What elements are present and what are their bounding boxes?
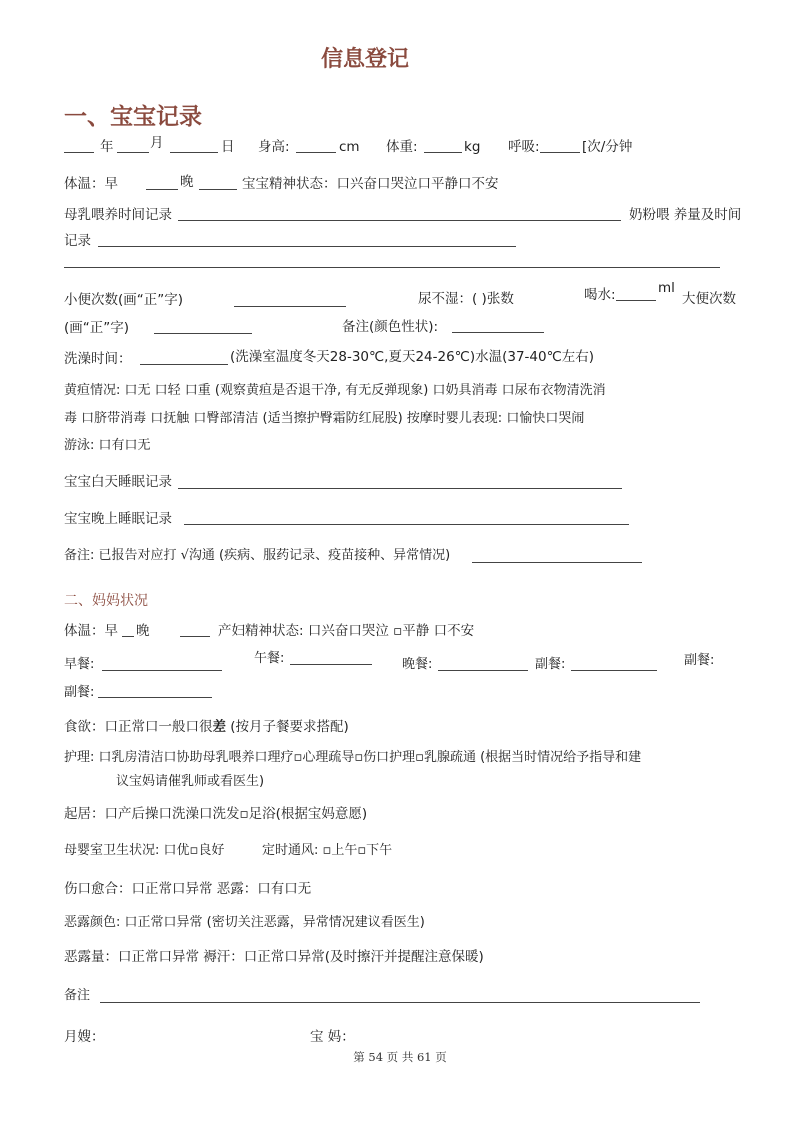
page-number: 第 54 页 共 61 页 bbox=[353, 1050, 447, 1064]
water-blank[interactable] bbox=[616, 300, 656, 301]
formula-label: 奶粉喂 养量及时间 bbox=[629, 207, 742, 223]
daily-life-row[interactable]: 起居：口产后操口洗澡口洗发▫足浴(根据宝妈意愿) bbox=[64, 806, 368, 822]
side-meal-label-3: 副餐: bbox=[64, 685, 95, 700]
side-meal-blank-3[interactable] bbox=[98, 697, 212, 698]
stool-label: 大便次数 bbox=[682, 291, 736, 307]
breath-blank[interactable] bbox=[540, 152, 580, 153]
side-meal-blank-1[interactable] bbox=[571, 670, 657, 671]
temp-evening-blank[interactable] bbox=[199, 189, 237, 190]
urine-label: 小便次数(画“正”字) bbox=[64, 292, 184, 308]
baby-remark-label: 备注: 已报告对应打 √沟通 (疾病、服药记录、疫苗接种、异常情况) bbox=[64, 548, 451, 563]
wound-row[interactable]: 伤口愈合：口正常口异常 恶露：口有口无 bbox=[64, 881, 312, 897]
appetite-poor: 差 bbox=[212, 719, 226, 735]
lunch-label: 午餐: bbox=[254, 651, 285, 666]
dinner-blank[interactable] bbox=[438, 670, 528, 671]
weight-label: 体重: bbox=[386, 139, 418, 155]
bath-note: (洗澡室温度冬天28-30℃,夏天24-26℃)水温(37-40℃左右) bbox=[230, 349, 595, 365]
side-meal-label-1: 副餐: bbox=[535, 657, 566, 672]
mom-spirit-options[interactable]: 产妇精神状态: 口兴奋口哭泣 ▫平静 口不安 bbox=[218, 623, 475, 639]
night-sleep-blank[interactable] bbox=[184, 524, 629, 525]
height-label: 身高: bbox=[258, 139, 290, 155]
mom-temp-evening-label: 晚 bbox=[136, 623, 150, 639]
mom-signature-label: 宝 妈： bbox=[310, 1029, 355, 1045]
breastfeed-label: 母乳喂养时间记录 bbox=[64, 207, 172, 223]
year-label: 年 bbox=[100, 139, 114, 155]
water-unit: ml bbox=[658, 280, 675, 296]
breakfast-blank[interactable] bbox=[102, 670, 222, 671]
diaper-label: 尿不湿：( )张数 bbox=[418, 291, 514, 307]
temp-evening-label: 晚 bbox=[180, 174, 194, 190]
breath-label: 呼吸: bbox=[508, 139, 540, 155]
jaundice-row[interactable]: 黄疸情况: 口无 口轻 口重 (观察黄疸是否退干净, 有无反弹现象) 口奶具消毒 口尿布衣物清洗消 bbox=[64, 383, 606, 398]
side-meal-label-2: 副餐: bbox=[684, 653, 715, 668]
weight-blank[interactable] bbox=[424, 152, 462, 153]
mom-remark-blank[interactable] bbox=[100, 1002, 700, 1003]
nursing-row-cont: 议宝妈请催乳师或看医生) bbox=[116, 774, 265, 789]
stool-remark-blank[interactable] bbox=[452, 332, 544, 333]
mom-temp-morning-label: 体温：早 bbox=[64, 623, 118, 639]
stool-remark-label: 备注(颜色性状): bbox=[342, 319, 439, 335]
year-blank[interactable] bbox=[64, 152, 94, 153]
height-unit: cm bbox=[339, 139, 360, 155]
nanny-signature-label: 月嫂： bbox=[64, 1029, 105, 1045]
lochia-amount-row[interactable]: 恶露量：口正常口异常 褥汗：口正常口异常(及时擦汗并提醒注意保暖) bbox=[64, 949, 484, 965]
mom-temp-morning-blank[interactable] bbox=[122, 636, 134, 637]
appetite-note: (按月子餐要求搭配) bbox=[226, 719, 349, 735]
day-label: 日 bbox=[221, 139, 235, 155]
mom-remark-label: 备注 bbox=[64, 988, 91, 1003]
breath-unit: [次/分钟 bbox=[582, 139, 633, 155]
lunch-blank[interactable] bbox=[290, 664, 372, 665]
breastfeed-blank[interactable] bbox=[178, 220, 621, 221]
day-sleep-label: 宝宝白天睡眠记录 bbox=[64, 474, 172, 490]
record-label: 记录 bbox=[64, 233, 91, 249]
appetite-row[interactable] bbox=[64, 718, 349, 736]
urine-blank[interactable] bbox=[234, 306, 346, 307]
day-blank[interactable] bbox=[170, 152, 218, 153]
swim-row[interactable]: 游泳: 口有口无 bbox=[64, 438, 151, 453]
page-title: 信息登记 bbox=[320, 47, 409, 72]
night-sleep-label: 宝宝晚上睡眠记录 bbox=[64, 511, 172, 527]
temp-morning-blank[interactable] bbox=[146, 189, 178, 190]
ventilation-row[interactable]: 定时通风: ▫上午▫下午 bbox=[262, 843, 393, 858]
record-blank[interactable] bbox=[98, 246, 516, 247]
care-row[interactable]: 毒 口脐带消毒 口抚触 口臀部清洁 (适当擦护臀霜防红屁股) 按摩时婴儿表现: 口愉快口哭闹 bbox=[64, 411, 585, 426]
bath-time-label: 洗澡时间： bbox=[64, 351, 132, 367]
month-blank[interactable] bbox=[117, 152, 149, 153]
record-blank-line2[interactable] bbox=[64, 267, 720, 268]
weight-unit: kg bbox=[464, 139, 481, 155]
height-blank[interactable] bbox=[296, 152, 336, 153]
stool-label-cont: (画“正”字) bbox=[64, 320, 130, 336]
baby-remark-blank[interactable] bbox=[472, 562, 642, 563]
baby-spirit-options[interactable]: 宝宝精神状态：口兴奋口哭泣口平静口不安 bbox=[242, 176, 499, 192]
hygiene-row[interactable]: 母婴室卫生状况: 口优▫良好 bbox=[64, 843, 225, 858]
nursing-row[interactable]: 护理: 口乳房清洁口协助母乳喂养口理疗▫心理疏导▫伤口护理▫乳腺疏通 (根据当时情况给予指导和建 bbox=[64, 750, 642, 765]
mom-temp-evening-blank[interactable] bbox=[180, 636, 210, 637]
bath-time-blank[interactable] bbox=[140, 364, 228, 365]
appetite-options: 食欲：口正常口一般口很 bbox=[64, 719, 213, 735]
dinner-label: 晚餐: bbox=[402, 657, 433, 672]
lochia-color-row[interactable]: 恶露颜色: 口正常口异常 (密切关注恶露，异常情况建议看医生) bbox=[64, 915, 425, 930]
breakfast-label: 早餐: bbox=[64, 657, 95, 672]
month-label: 月 bbox=[150, 135, 164, 151]
water-label: 喝水: bbox=[584, 287, 616, 303]
section-heading-baby: 一、宝宝记录 bbox=[64, 104, 202, 130]
baby-temp-morning-label: 体温：早 bbox=[64, 176, 118, 192]
day-sleep-blank[interactable] bbox=[178, 488, 622, 489]
stool-blank[interactable] bbox=[154, 333, 252, 334]
section-heading-mom: 二、妈妈状况 bbox=[64, 593, 148, 609]
